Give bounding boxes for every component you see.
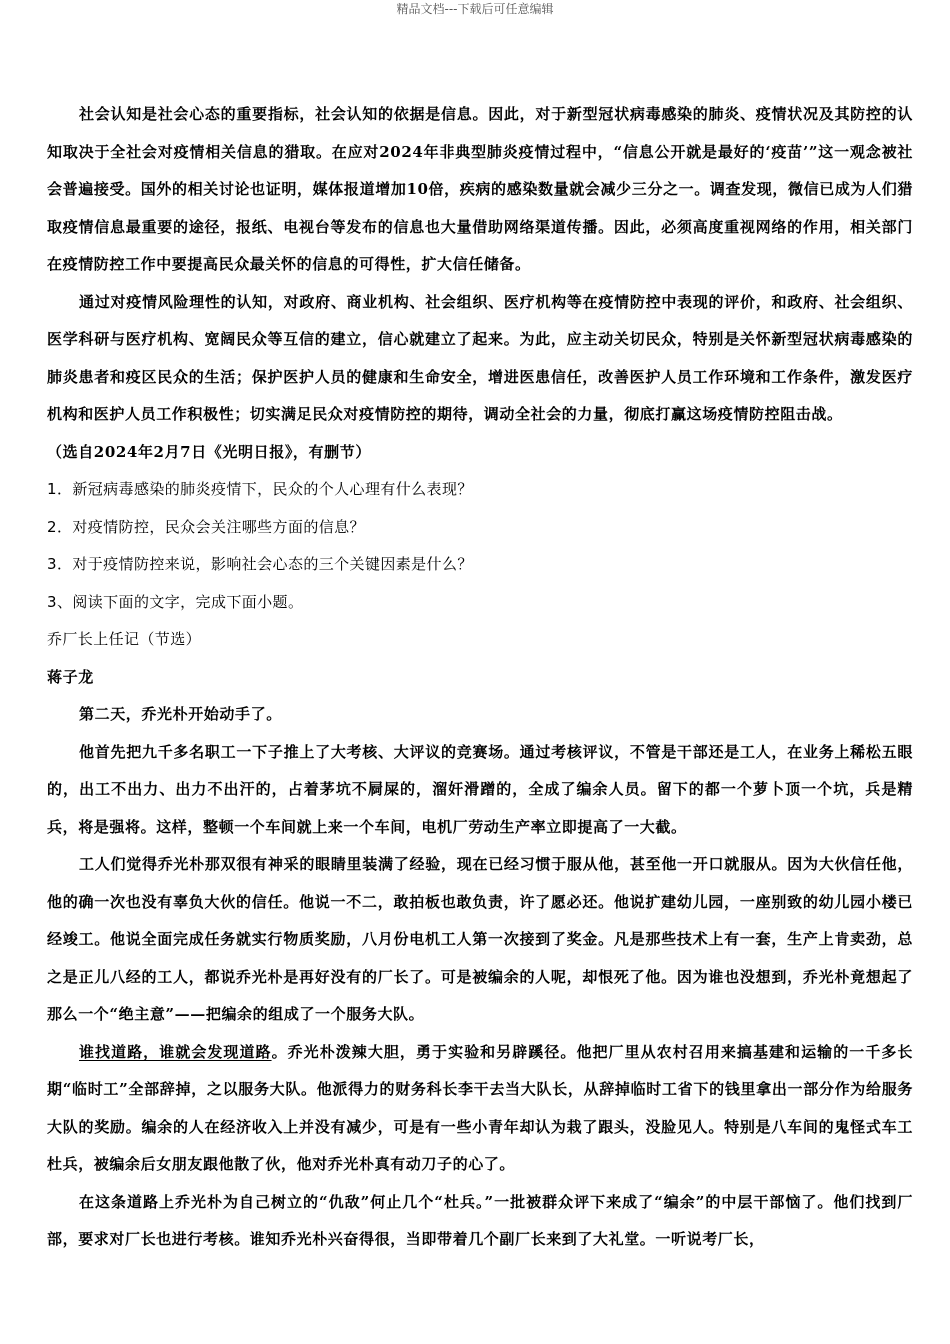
paragraph-social-cognition: 社会认知是社会心态的重要指标，社会认知的依据是信息。因此，对于新型冠状病毒感染的肺炎、疫情状况及其防控的认知取决于全社会对疫情相关信息的猎取。在应对2024年非典型肺炎疫情过程中，“信息公开就是最好的‘疫苗’”这一观念被社会普遍接受。国外的相关讨论也证明，媒体报道增加10倍，疾病的感染数量就会减少三分之一。调查发现，微信已成为人们猎取疫情信息最重要的途径，报纸、电视台等发布的信息也大量借助网络渠道传播。因此，必须高度重视网络的作用，相关部门在疫情防控工作中要提高民众最关怀的信息的可得性，扩大信任储备。	[47, 105, 913, 273]
page-header: 精品文档---下载后可任意编辑	[396, 2, 554, 16]
story-paragraph-2: 他首先把九千多名职工一下子推上了大考核、大评议的竞赛场。通过考核评议，不管是干部还是工人，在业务上稀松五眼的，出工不出力、出力不出汗的，占着茅坑不屙屎的，溜奸滑蹭的，全成了编余人员。留下的都一个萝卜顶一个坑，兵是精兵，将是强将。这样，整顿一个车间就上来一个车间，电机厂劳动生产率立即提高了一大截。	[47, 742, 913, 836]
story-title: 乔厂长上任记（节选）	[47, 630, 202, 648]
underlined-phrase: 谁找道路，谁就会发现道路	[79, 1042, 272, 1061]
question-3: 3．对于疫情防控来说，影响社会心态的三个关键因素是什么？	[47, 555, 473, 573]
story-paragraph-1: 第二天，乔光朴开始动手了。	[79, 705, 282, 723]
document-body	[47, 96, 913, 1259]
source-citation: （选自2024年2月7日《光明日报》，有删节）	[47, 442, 371, 461]
story-paragraph-4	[47, 1034, 913, 1184]
story-paragraph-4-text: 。乔光朴泼辣大胆，勇于实验和另辟蹊径。他把厂里从农村召用来搞基建和运输的一千多长期“临时工”全部辞掉，之以服务大队。他派得力的财务科长李干去当大队长，从辞掉临时工省下的钱里拿出一部分作为给服务大队的奖励。编余的人在经济收入上并没有减少，可是有一些小青年却认为栽了跟头，没脸见人。特别是八车间的鬼怪式车工杜兵，被编余后女朋友跟他散了伙，他对乔光朴真有动刀子的心了。	[47, 1042, 913, 1173]
story-author: 蒋子龙	[47, 667, 94, 686]
question-1: 1．新冠病毒感染的肺炎疫情下，民众的个人心理有什么表现？	[47, 480, 473, 498]
question-2: 2．对疫情防控，民众会关注哪些方面的信息？	[47, 517, 365, 536]
story-paragraph-5: 在这条道路上乔光朴为自己树立的“仇敌”何止几个“杜兵。”一批被群众评下来成了“编余”的中层干部恼了。他们找到厂部，要求对厂长也进行考核。谁知乔光朴兴奋得很，当即带着几个副厂长来到了大礼堂。一听说考厂长，	[47, 1192, 913, 1248]
story-paragraph-3: 工人们觉得乔光朴那双很有神采的眼睛里装满了经验，现在已经习惯于服从他，甚至他一开口就服从。因为大伙信任他，他的确一次也没有辜负大伙的信任。他说一不二，敢拍板也敢负责，许了愿必还。他说扩建幼儿园，一座别致的幼儿园小楼已经竣工。他说全面完成任务就实行物质奖励，八月份电机工人第一次接到了奖金。凡是那些技术上有一套，生产上肯卖劲，总之是正儿八经的工人，都说乔光朴是再好没有的厂长了。可是被编余的人呢，却恨死了他。因为谁也没想到，乔光朴竟想起了那么一个“绝主意”——把编余的组成了一个服务大队。	[47, 855, 913, 1023]
reading-task: 3、阅读下面的文字，完成下面小题。	[47, 592, 304, 611]
paragraph-confidence: 通过对疫情风险理性的认知，对政府、商业机构、社会组织、医疗机构等在疫情防控中表现的评价，和政府、社会组织、医学科研与医疗机构、宽阔民众等互信的建立，信心就建立了起来。为此，应主动关切民众，特别是关怀新型冠状病毒感染的肺炎患者和疫区民众的生活；保护医护人员的健康和生命安全，增进医患信任，改善医护人员工作环境和工作条件，激发医疗机构和医护人员工作积极性；切实满足民众对疫情防控的期待，调动全社会的力量，彻底打赢这场疫情防控阻击战。	[47, 292, 913, 423]
